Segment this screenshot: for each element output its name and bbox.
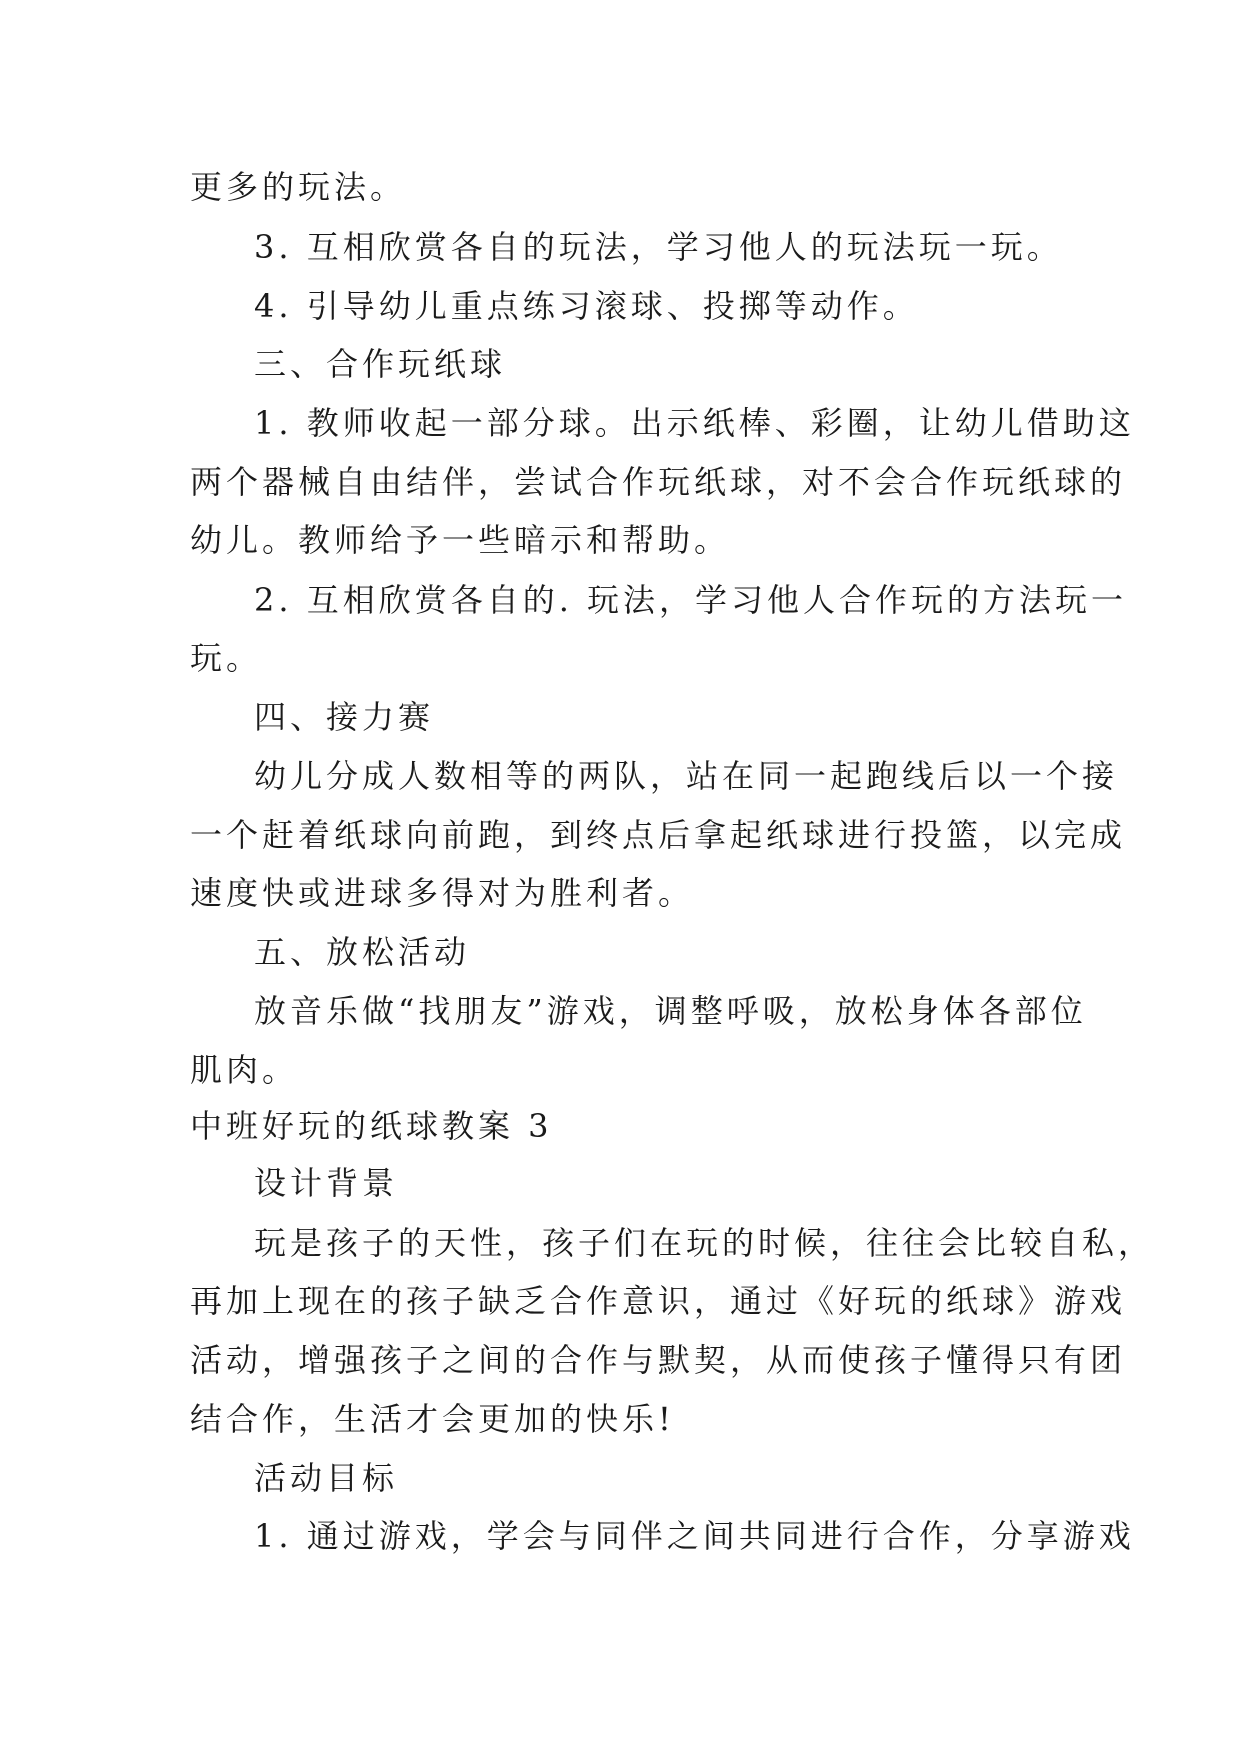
section-heading: 五、放松活动 — [254, 933, 471, 971]
paragraph-line: 更多的玩法。 — [190, 168, 407, 206]
paragraph-line: 玩是孩子的天性，孩子们在玩的时候，往往会比较自私， — [254, 1224, 1155, 1262]
paragraph-line: 4. 引导幼儿重点练习滚球、投掷等动作。 — [254, 287, 919, 325]
paragraph-line: 结合作，生活才会更加的快乐! — [190, 1400, 675, 1438]
paragraph-line: 肌肉。 — [190, 1051, 299, 1089]
paragraph-line: 幼儿。教师给予一些暗示和帮助。 — [190, 521, 731, 559]
paragraph-line: 两个器械自由结伴，尝试合作玩纸球，对不会合作玩纸球的 — [190, 463, 1127, 501]
section-heading: 活动目标 — [254, 1459, 399, 1497]
paragraph-line: 幼儿分成人数相等的两队，站在同一起跑线后以一个接 — [254, 757, 1119, 795]
document-title: 中班好玩的纸球教案 3 — [190, 1107, 553, 1145]
section-heading: 四、接力赛 — [254, 698, 435, 736]
paragraph-line: 活动，增强孩子之间的合作与默契，从而使孩子懂得只有团 — [190, 1341, 1127, 1379]
paragraph-line: 2. 互相欣赏各自的. 玩法，学习他人合作玩的方法玩一 — [254, 581, 1128, 619]
paragraph-line: 再加上现在的孩子缺乏合作意识，通过《好玩的纸球》游戏 — [190, 1282, 1127, 1320]
paragraph-line: 1. 通过游戏，学会与同伴之间共同进行合作，分享游戏 — [254, 1517, 1135, 1555]
section-heading: 三、合作玩纸球 — [254, 345, 507, 383]
paragraph-line: 放音乐做“找朋友”游戏，调整呼吸，放松身体各部位 — [254, 992, 1087, 1030]
paragraph-line: 速度快或进球多得对为胜利者。 — [190, 874, 695, 912]
section-heading: 设计背景 — [254, 1164, 399, 1202]
paragraph-line: 1. 教师收起一部分球。出示纸棒、彩圈，让幼儿借助这 — [254, 404, 1135, 442]
paragraph-line: 一个赶着纸球向前跑，到终点后拿起纸球进行投篮，以完成 — [190, 816, 1127, 854]
paragraph-line: 3. 互相欣赏各自的玩法，学习他人的玩法玩一玩。 — [254, 228, 1063, 266]
paragraph-line: 玩。 — [190, 639, 263, 677]
